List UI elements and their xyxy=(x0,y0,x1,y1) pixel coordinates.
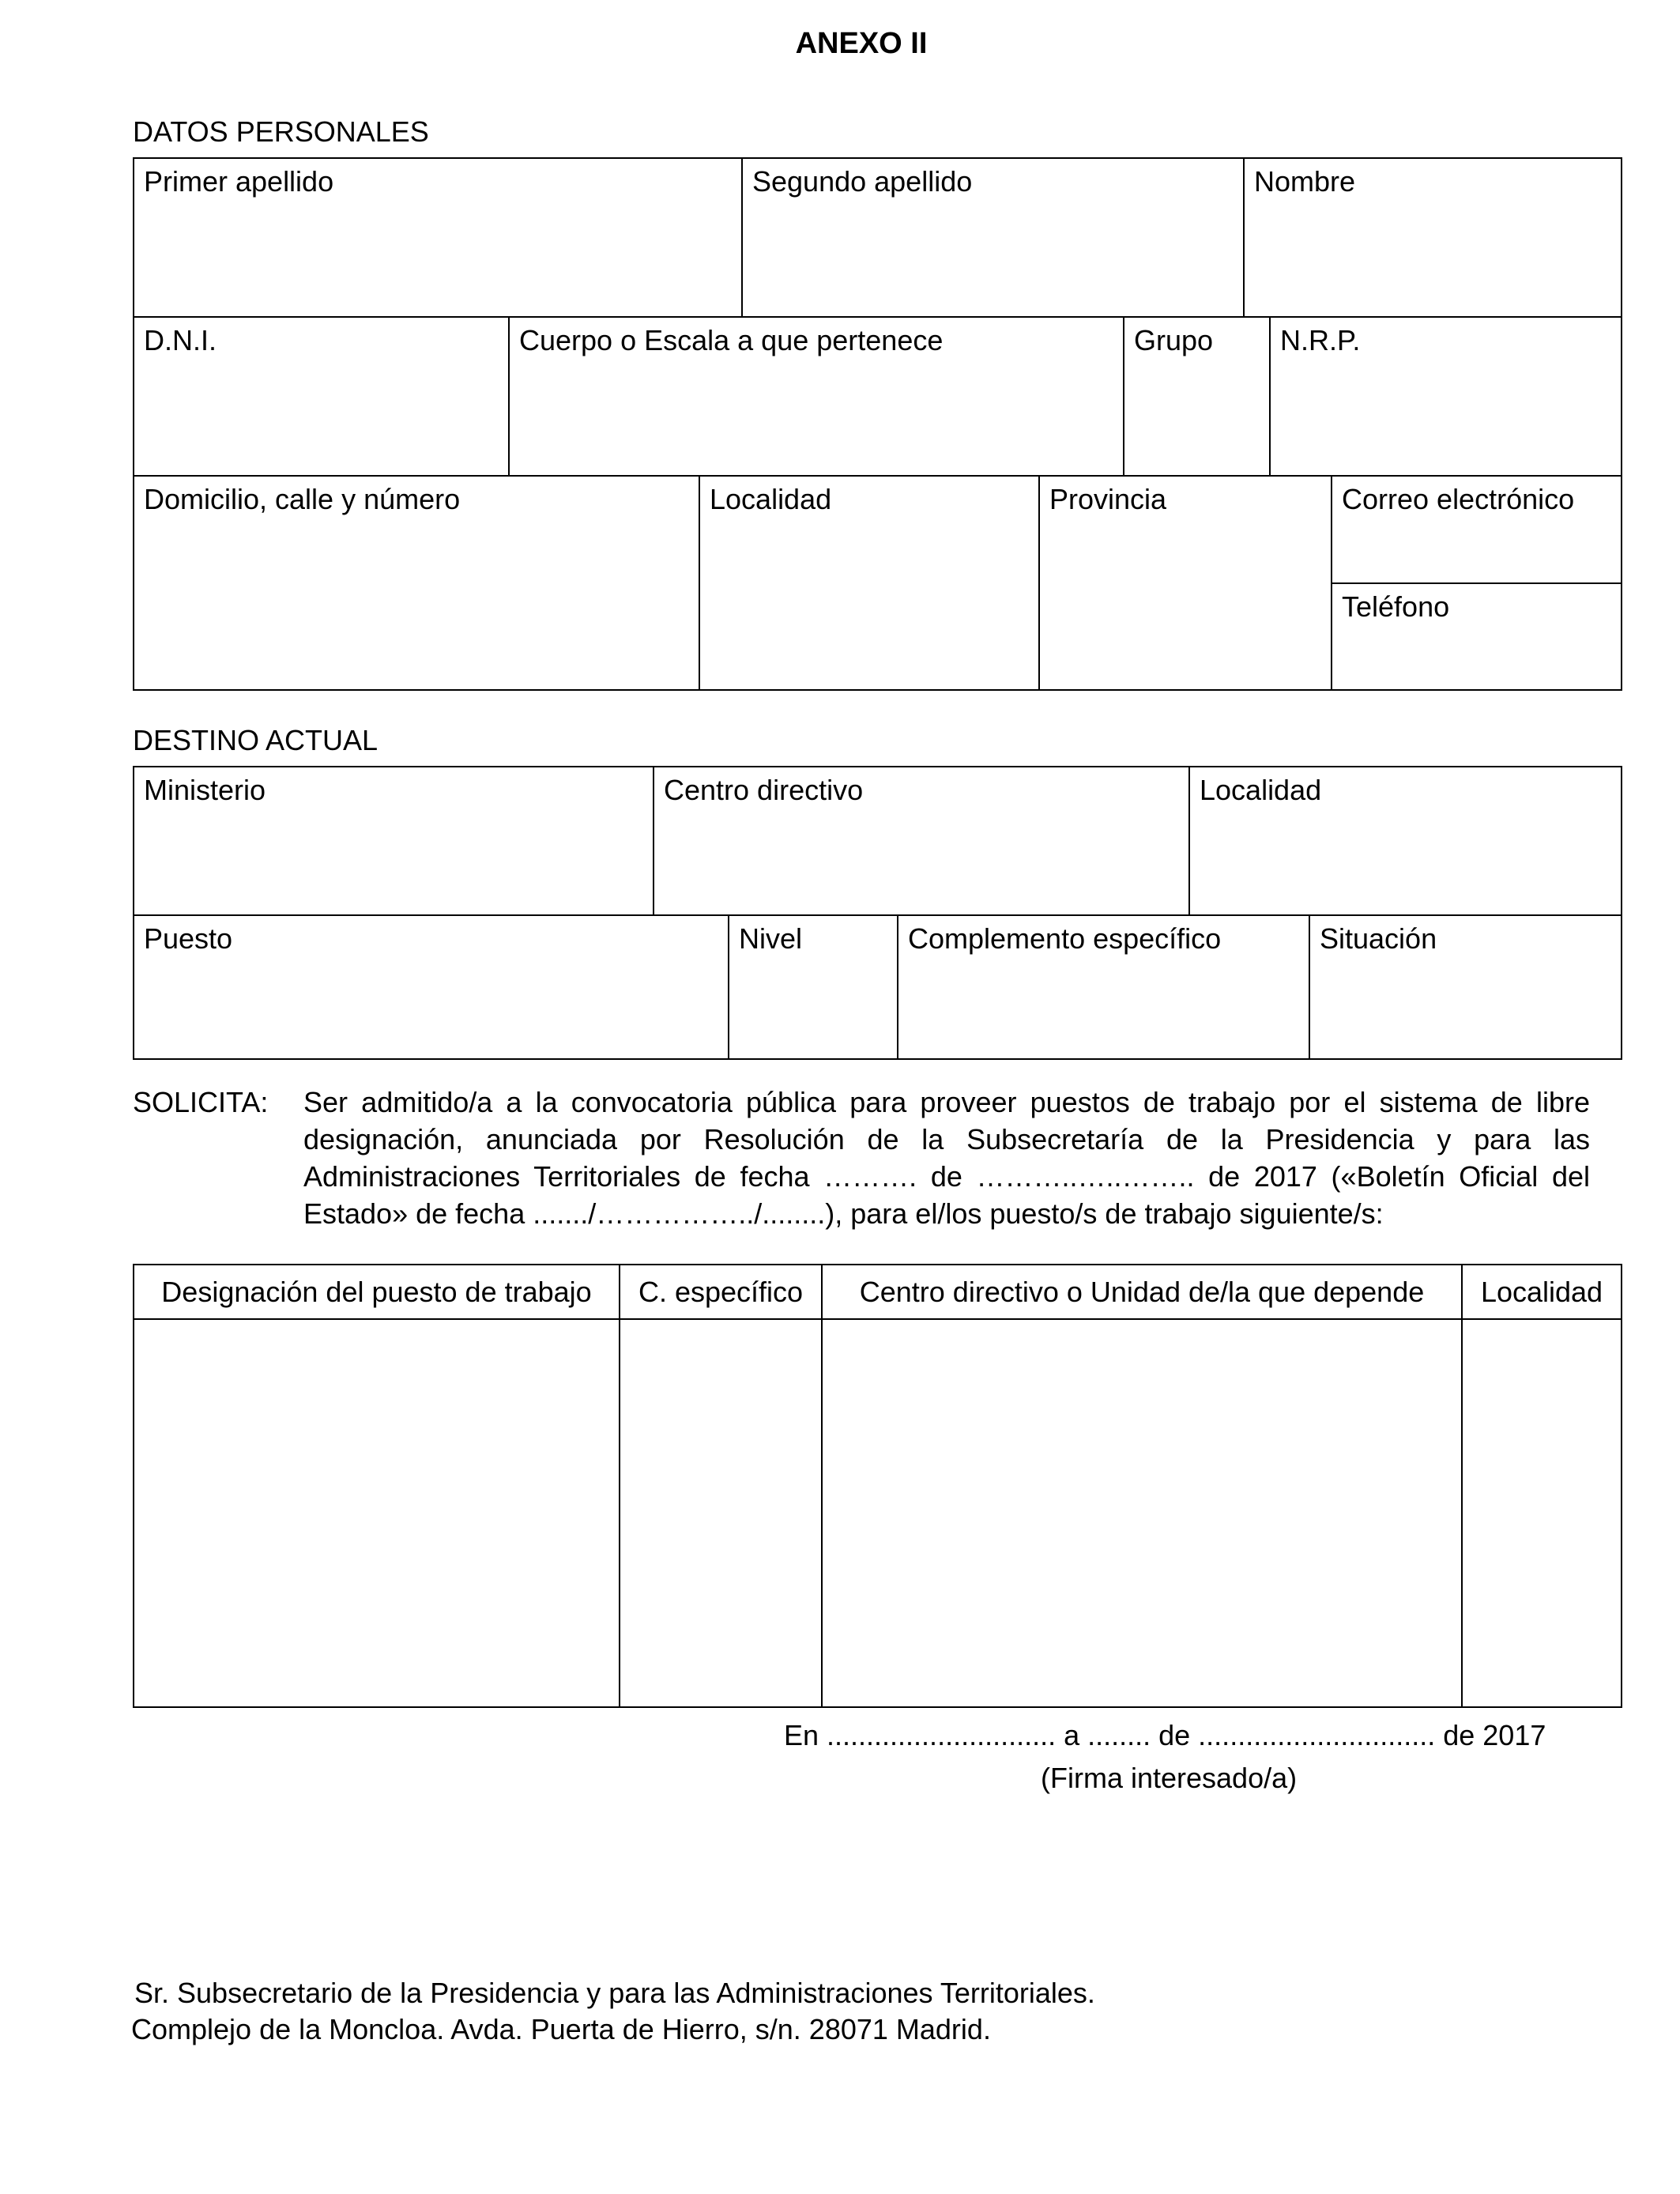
field-complemento-especifico[interactable] xyxy=(897,914,1309,1058)
field-nivel[interactable] xyxy=(728,914,897,1058)
destino-actual-grid xyxy=(133,766,1622,1060)
table-cell-c-especifico[interactable] xyxy=(619,1318,821,1706)
signature-caption: (Firma interesado/a) xyxy=(1041,1762,1298,1794)
field-situacion[interactable] xyxy=(1309,914,1621,1058)
table-cell-designacion[interactable] xyxy=(134,1318,619,1706)
field-label: Ministerio xyxy=(144,774,266,806)
column-header-centro-directivo: Centro directivo o Unidad de/la que depende xyxy=(821,1265,1461,1318)
field-correo-electronico[interactable] xyxy=(1331,475,1621,582)
field-dni[interactable] xyxy=(134,316,508,475)
section-heading-destino-actual: DESTINO ACTUAL xyxy=(133,724,379,756)
field-telefono[interactable] xyxy=(1331,582,1621,689)
field-grupo[interactable] xyxy=(1123,316,1269,475)
field-destino-localidad[interactable] xyxy=(1188,767,1621,914)
field-provincia[interactable] xyxy=(1038,475,1331,689)
field-label: Localidad xyxy=(1200,774,1322,806)
field-puesto[interactable] xyxy=(134,914,728,1058)
table-cell-centro-directivo[interactable] xyxy=(821,1318,1461,1706)
table-cell-localidad[interactable] xyxy=(1461,1318,1621,1706)
field-domicilio[interactable] xyxy=(134,475,699,689)
column-header-localidad: Localidad xyxy=(1461,1265,1621,1318)
column-header-c-especifico: C. específico xyxy=(619,1265,821,1318)
footer-address: Complejo de la Moncloa. Avda. Puerta de Hierro, s/n. 28071 Madrid. xyxy=(131,2013,991,2045)
field-label: Centro directivo xyxy=(664,774,864,806)
field-nombre[interactable] xyxy=(1243,159,1621,316)
field-segundo-apellido[interactable] xyxy=(741,159,1243,316)
field-label: Provincia xyxy=(1049,483,1167,515)
field-localidad[interactable] xyxy=(699,475,1038,689)
page-title: ANEXO II xyxy=(795,27,928,60)
datos-personales-grid xyxy=(133,157,1622,691)
field-label: Teléfono xyxy=(1342,590,1450,623)
solicita-text: Ser admitido/a a la convocatoria pública para proveer puestos de trabajo por el sistema de libre designación, anunciada por Resolución de la Subsecretaría de la Presidencia y para las Administraciones Territoriales de fecha ………. de ………..…..…….. de 2017 («Boletín Oficial del Estado» de fecha ......./……………../........), para el/los puesto/s de trabajo siguiente/s: xyxy=(303,1086,1590,1230)
field-label: Primer apellido xyxy=(144,165,334,198)
field-label: Nivel xyxy=(739,922,803,955)
field-nrp[interactable] xyxy=(1269,316,1621,475)
section-heading-datos-personales: DATOS PERSONALES xyxy=(133,115,429,148)
puestos-table xyxy=(133,1264,1622,1708)
field-label: Puesto xyxy=(144,922,233,955)
field-cuerpo-escala[interactable] xyxy=(508,316,1123,475)
field-label: Situación xyxy=(1320,922,1437,955)
field-label: Correo electrónico xyxy=(1342,483,1575,515)
field-label: Nombre xyxy=(1254,165,1356,198)
field-label: Segundo apellido xyxy=(752,165,973,198)
field-label: Domicilio, calle y número xyxy=(144,483,461,515)
field-label: D.N.I. xyxy=(144,324,217,356)
field-label: Localidad xyxy=(710,483,832,515)
solicita-label: SOLICITA: xyxy=(133,1086,269,1118)
field-label: N.R.P. xyxy=(1280,324,1361,356)
field-primer-apellido[interactable] xyxy=(134,159,741,316)
field-ministerio[interactable] xyxy=(134,767,653,914)
footer-addressee: Sr. Subsecretario de la Presidencia y para las Administraciones Territoriales. xyxy=(134,1977,1095,2009)
place-date-line: En ............................. a ........ de .............................. de 2017 xyxy=(784,1719,1546,1751)
column-header-designacion: Designación del puesto de trabajo xyxy=(161,1275,592,1308)
field-label: Complemento específico xyxy=(908,922,1222,955)
field-centro-directivo[interactable] xyxy=(653,767,1188,914)
field-label: Cuerpo o Escala a que pertenece xyxy=(519,324,944,356)
field-label: Grupo xyxy=(1134,324,1214,356)
